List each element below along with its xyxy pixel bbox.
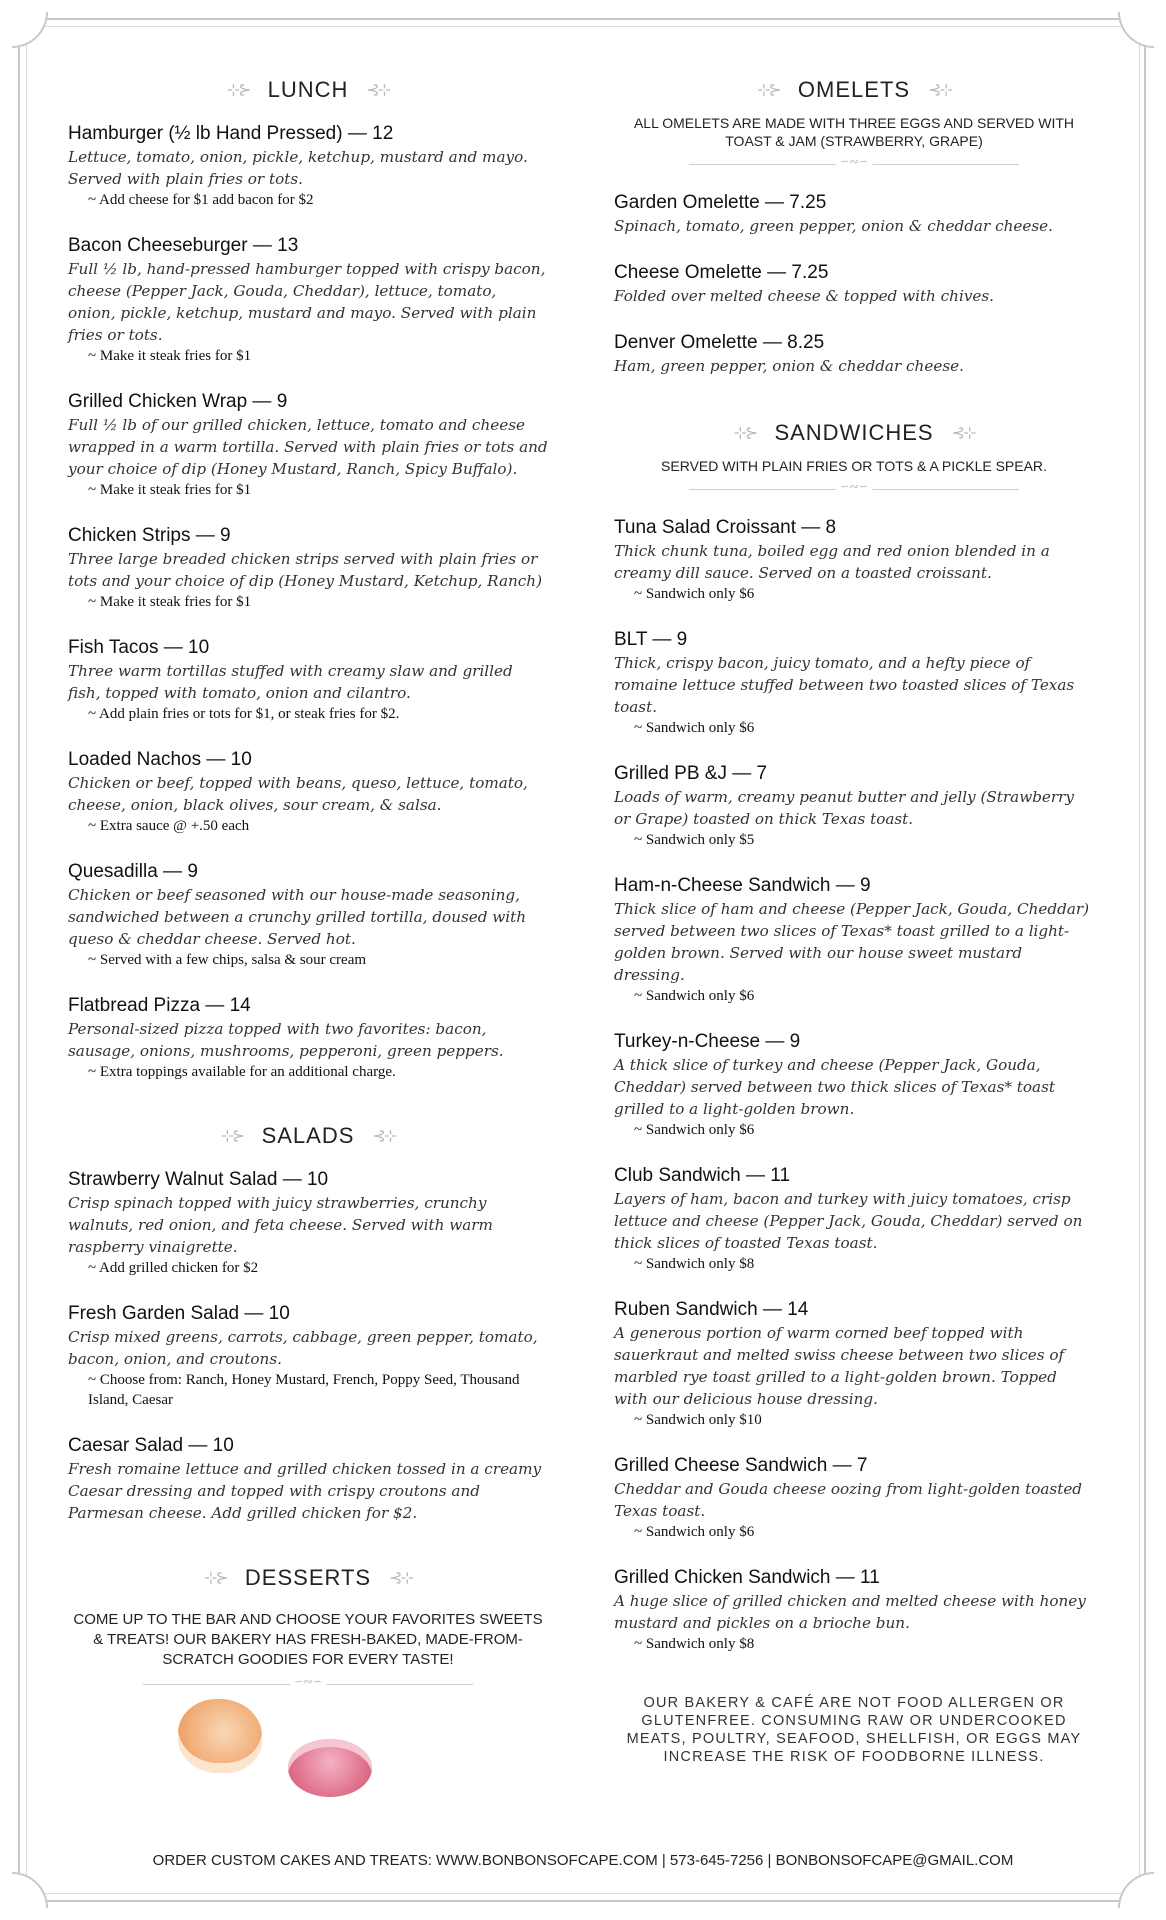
left-column [68,72,548,1799]
menu-item-addon: ~ Extra sauce @ +.50 each [88,818,250,834]
menu-item-addon: ~ Add plain fries or tots for $1, or steak fries for $2. [88,706,400,722]
menu-item-addon: ~ Sandwich only $6 [634,988,755,1004]
menu-item-title: Ham-n-Cheese Sandwich — 9 [614,875,871,896]
lunch-heading-label: LUNCH [267,77,349,102]
menu-item-description: Personal-sized pizza topped with two favorites: bacon, sausage, onions, mushrooms, pepperoni, green peppers. [68,1020,504,1060]
menu-item-addon: ~ Make it steak fries for $1 [88,348,252,364]
menu-item-title: Flatbread Pizza — 14 [68,995,251,1016]
menu-item-description: A huge slice of grilled chicken and melted cheese with honey mustard and pickles on a brioche bun. [614,1592,1086,1632]
salads-heading [68,1118,548,1154]
menu-item-description: Thick slice of ham and cheese (Pepper Jack, Gouda, Cheddar) served between two slices of Texas* toast grilled to a light-golden brown. Served with our house sweet mustard dressing. [614,900,1090,984]
menu-item-addon: ~ Add cheese for $1 add bacon for $2 [88,192,314,208]
menu-item [614,331,1094,377]
menu-item-description: Full ½ lb, hand-pressed hamburger topped with crispy bacon, cheese (Pepper Jack, Gouda, Cheddar), lettuce, tomato, onion, pickle, ketchup, mustard and mayo. Served with plain fries or tots. [68,260,546,344]
menu-item [68,524,548,612]
menu-item [68,1302,548,1410]
flourish-icon: ⊰⊹ [372,1128,396,1145]
menu-item [68,234,548,366]
menu-item-description: Spinach, tomato, green pepper, onion & cheddar cheese. [614,217,1053,235]
menu-item-addon: ~ Extra toppings available for an additional charge. [88,1064,396,1080]
sandwiches-heading-label: SANDWICHES [774,420,934,445]
menu-item-addon: ~ Choose from: Ranch, Honey Mustard, French, Poppy Seed, Thousand Island, Caesar [88,1372,520,1408]
desserts-heading-label: DESSERTS [244,1565,372,1590]
menu-item [614,1298,1094,1430]
menu-item-title: Fish Tacos — 10 [68,637,210,658]
menu-item [68,748,548,836]
flourish-icon: ⊰⊹ [389,1570,412,1587]
menu-item-description: Full ½ lb of our grilled chicken, lettuce, tomato and cheese wrapped in a warm tortilla. Served with plain fries or tots and your choice of dip (Honey Mustard, Ranch, Spicy Buffalo). [68,416,548,478]
scroll-ornament-icon: ∽∾∽ [836,481,872,493]
menu-item-addon: ~ Sandwich only $10 [634,1412,762,1428]
omelets-note: ALL OMELETS ARE MADE WITH THREE EGGS AND SERVED WITH TOAST & JAM (STRAWBERRY, GRAPE) [633,115,1075,149]
desserts-heading [68,1560,548,1596]
menu-item-description: Crisp mixed greens, carrots, cabbage, green pepper, tomato, bacon, onion, and croutons. [68,1328,538,1368]
menu-item-title: Strawberry Walnut Salad — 10 [68,1169,329,1190]
menu-item [614,516,1094,604]
omelets-heading [614,72,1094,108]
menu-item [68,636,548,724]
flourish-icon: ⊹⊱ [226,82,250,99]
menu-item [614,261,1094,307]
menu-item [68,122,548,210]
menu-item [614,874,1094,1006]
menu-item [614,1566,1094,1654]
menu-item-title: Tuna Salad Croissant — 8 [614,517,837,538]
menu-item-title: Grilled Chicken Sandwich — 11 [614,1567,880,1588]
lunch-list [68,122,548,1082]
menu-item-title: Grilled PB &J — 7 [614,763,768,784]
menu-item-description: Thick, crispy bacon, juicy tomato, and a hefty piece of romaine lettuce stuffed between two toasted slices of Texas toast. [614,654,1075,716]
lunch-heading [68,72,548,108]
sandwiches-note: SERVED WITH PLAIN FRIES OR TOTS & A PICKLE SPEAR. [661,458,1047,474]
flourish-icon: ⊹⊱ [220,1128,244,1145]
menu-item [68,994,548,1082]
menu-item-addon: ~ Sandwich only $6 [634,586,755,602]
divider [689,479,1019,493]
menu-item-description: Three large breaded chicken strips served with plain fries or tots and your choice of dip (Honey Mustard, Ketchup, Ranch) [68,550,543,590]
menu-item-addon: ~ Sandwich only $6 [634,1524,755,1540]
menu-item-addon: ~ Sandwich only $8 [634,1636,755,1652]
menu-item-addon: ~ Sandwich only $6 [634,720,755,736]
menu-item-title: Quesadilla — 9 [68,861,198,882]
divider [689,154,1019,168]
menu-item [68,1434,548,1524]
menu-item [614,762,1094,850]
menu-item [68,860,548,970]
menu-item [68,1168,548,1278]
flourish-icon: ⊰⊹ [928,82,951,99]
menu-item-description: Thick chunk tuna, boiled egg and red onion blended in a creamy dill sauce. Served on a toasted croissant. [614,542,1050,582]
menu-item-description: Ham, green pepper, onion & cheddar cheese. [614,357,964,375]
menu-item-title: Grilled Chicken Wrap — 9 [68,391,288,412]
menu-item-description: Loads of warm, creamy peanut butter and jelly (Strawberry or Grape) toasted on thick Texas toast. [614,788,1075,828]
menu-item-description: Chicken or beef, topped with beans, queso, lettuce, tomato, cheese, onion, black olives, sour cream, & salsa. [68,774,528,814]
menu-item-description: A generous portion of warm corned beef topped with sauerkraut and melted swiss cheese between two slices of marbled rye toast grilled to a light-golden brown. Topped with our delicious house dressing. [614,1324,1065,1408]
menu-item-title: Loaded Nachos — 10 [68,749,252,770]
menu-item [614,191,1094,237]
omelets-heading-label: OMELETS [797,77,911,102]
menu-item-title: Garden Omelette — 7.25 [614,192,827,213]
footer-contact: ORDER CUSTOM CAKES AND TREATS: WWW.BONBONSOFCAPE.COM | 573-645-7256 | BONBONSOFCAPE@GMAIL.COM [152,1852,1014,1869]
menu-item-description: Layers of ham, bacon and turkey with juicy tomatoes, crisp lettuce and cheese (Pepper Jack, Gouda, Cheddar) served on thick slices of toasted Texas toast. [614,1190,1083,1252]
divider [143,1674,473,1688]
desserts-note: COME UP TO THE BAR AND CHOOSE YOUR FAVORITES SWEETS & TREATS! OUR BAKERY HAS FRESH-BAKED, MADE-FROM-SCRATCH GOODIES FOR EVERY TASTE! [73,1611,543,1668]
menu-item-description: Crisp spinach topped with juicy strawberries, crunchy walnuts, red onion, and feta cheese. Served with warm raspberry vinaigrette. [68,1194,493,1256]
pink-macaron-image [288,1739,372,1797]
menu-item-addon: ~ Make it steak fries for $1 [88,594,252,610]
menu-item-title: Turkey-n-Cheese — 9 [614,1031,801,1052]
menu-item-addon: ~ Served with a few chips, salsa & sour cream [88,952,367,968]
flourish-icon: ⊰⊹ [366,82,390,99]
macarons-illustration [68,1699,548,1799]
menu-item [68,390,548,500]
menu-item-addon: ~ Sandwich only $6 [634,1122,755,1138]
flourish-icon: ⊰⊹ [951,425,975,442]
menu-item [614,1164,1094,1274]
menu-item-description: Chicken or beef seasoned with our house-made seasoning, sandwiched between a crunchy grilled tortilla, doused with queso & cheddar cheese. Served hot. [68,886,527,948]
menu-item-title: BLT — 9 [614,629,688,650]
menu-item-addon: ~ Make it steak fries for $1 [88,482,252,498]
menu-item-title: Ruben Sandwich — 14 [614,1299,809,1320]
menu-item-title: Caesar Salad — 10 [68,1435,234,1456]
menu-item-description: Folded over melted cheese & topped with chives. [614,287,995,305]
menu-item-addon: ~ Sandwich only $5 [634,832,755,848]
menu-item [614,1454,1094,1542]
menu-item-description: Fresh romaine lettuce and grilled chicken tossed in a creamy Caesar dressing and topped with crispy croutons and Parmesan cheese. Add grilled chicken for $2. [68,1460,542,1522]
menu-item [614,1030,1094,1140]
menu-item-title: Hamburger (½ lb Hand Pressed) — 12 [68,123,394,144]
menu-item-title: Grilled Cheese Sandwich — 7 [614,1455,868,1476]
flourish-icon: ⊹⊱ [733,425,757,442]
flourish-icon: ⊹⊱ [757,82,780,99]
menu-item-title: Chicken Strips — 9 [68,525,231,546]
menu-item-addon: ~ Add grilled chicken for $2 [88,1260,259,1276]
scroll-ornament-icon: ∽∾∽ [290,1676,326,1688]
right-column [614,72,1094,1766]
sandwiches-list [614,516,1094,1654]
salads-heading-label: SALADS [261,1123,355,1148]
menu-item-title: Fresh Garden Salad — 10 [68,1303,290,1324]
menu-item-title: Bacon Cheeseburger — 13 [68,235,299,256]
sandwiches-heading [614,415,1094,451]
menu-item [614,628,1094,738]
menu-item-title: Club Sandwich — 11 [614,1165,791,1186]
flourish-icon: ⊹⊱ [204,1570,227,1587]
scroll-ornament-icon: ∽∾∽ [836,156,872,168]
menu-item-description: A thick slice of turkey and cheese (Pepper Jack, Gouda, Cheddar) served between two thick slices of Texas* toast grilled to a light-golden brown. [614,1056,1056,1118]
salads-list [68,1168,548,1524]
menu-item-addon: ~ Sandwich only $8 [634,1256,755,1272]
allergen-notice: OUR BAKERY & CAFÉ ARE NOT FOOD ALLERGEN OR GLUTENFREE. CONSUMING RAW OR UNDERCOOKED MEATS, POULTRY, SEAFOOD, SHELLFISH, OR EGGS MAY INCREASE THE RISK OF FOODBORNE ILLNESS. [626,1695,1082,1765]
menu-item-title: Cheese Omelette — 7.25 [614,262,829,283]
menu-item-description: Lettuce, tomato, onion, pickle, ketchup, mustard and mayo. Served with plain fries or tots. [68,148,528,188]
menu-item-description: Three warm tortillas stuffed with creamy slaw and grilled fish, topped with tomato, onion and cilantro. [68,662,513,702]
menu-item-title: Denver Omelette — 8.25 [614,332,825,353]
orange-macaron-image [178,1699,262,1773]
omelets-list [614,191,1094,377]
menu-item-description: Cheddar and Gouda cheese oozing from light-golden toasted Texas toast. [614,1480,1083,1520]
